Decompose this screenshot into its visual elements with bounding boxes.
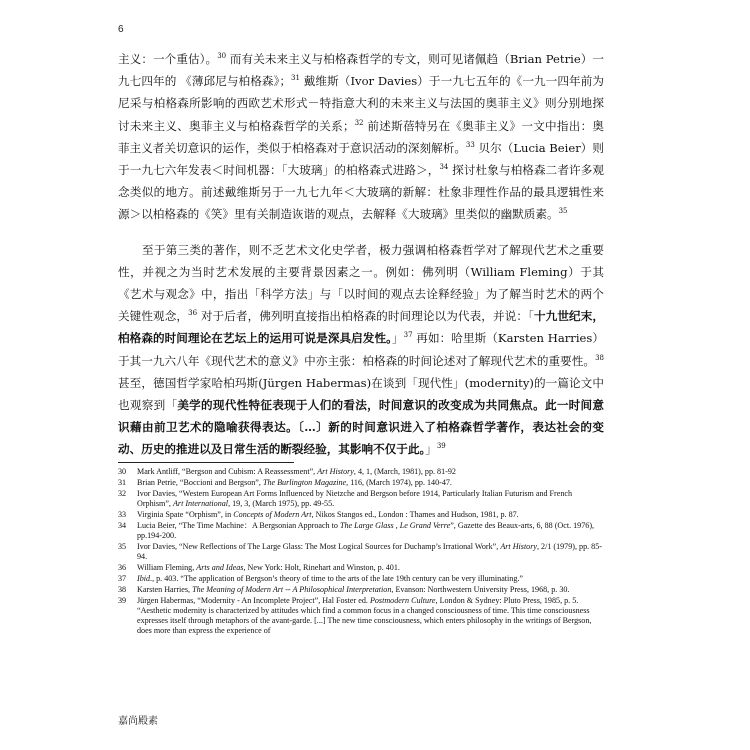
footnote-number: 35 bbox=[118, 542, 127, 551]
footnote-text: , Nikos Stangos ed., London : Thames and Hudson, 1981, p. 87. bbox=[311, 510, 519, 519]
footnote-text: , New York: Holt, Rinehart and Winston, p. 401. bbox=[243, 563, 400, 572]
footnote-text: Ivor Davies, “New Reflections of The Large Glass: The Most Logical Sources for Duchamp’s Irrational Work”, bbox=[137, 542, 501, 551]
footnote-text: Jürgen Habermas, “Modernity - An Incomplete Project”, Hal Foster ed. bbox=[137, 596, 370, 605]
footnote bbox=[118, 510, 604, 520]
footnote-number: 38 bbox=[118, 585, 127, 594]
footnote-text: , London & Sydney: Pluto Press, 1985, p. 5. “Aesthetic modernity is characterized by attitudes which find a common focus in a changed consciousness of time. This time consciousness expresses itself through metaphors of the avant-garde. [...] The new time consciousness, which enters philosophy in the writings of Bergson, does more than express the experience of bbox=[137, 596, 592, 635]
footnote-text: , 116, (March 1974), pp. 140-47. bbox=[346, 478, 452, 487]
footnote bbox=[118, 585, 604, 595]
footnote-number: 37 bbox=[118, 574, 127, 583]
footnote bbox=[118, 542, 604, 562]
footnote bbox=[118, 478, 604, 488]
footnote-italic: The Burlington Magazine bbox=[262, 478, 347, 487]
text-run: 戴维斯（Ivor Davies）于一九七五年的《一九一四年前为尼采与柏格森所影响的西欧艺术形式－特指意大利的未来主义与法国的奥菲主义》则分别地探讨未来主义、奥菲主义与柏格森哲学的关系； bbox=[118, 74, 604, 133]
footnote-ref[interactable]: 36 bbox=[188, 309, 198, 318]
footnote-ref[interactable]: 35 bbox=[558, 207, 568, 216]
footnote-ref[interactable]: 33 bbox=[465, 140, 475, 149]
footnote-number: 39 bbox=[118, 596, 127, 605]
footnote-text: Brian Petrie, “Boccioni and Bergson”, bbox=[137, 478, 263, 487]
bold-quote: 美学的现代性特征表现于人们的看法，时间意识的改变成为共同焦点。此一时间意识藉由前卫艺术的隐喻获得表达。〔…〕新的时间意识进入了柏格森哲学著作，表达社会的变动、历史的推进以及日常生活的断裂经验，其影响不仅于此。 bbox=[118, 398, 604, 457]
footnote-text: , 4, 1, (March, 1981), pp. 81-92 bbox=[353, 467, 456, 476]
footnote-text: Ivor Davies, “Western European Art Forms Influenced by Nietzche and Bergson before 1914, Particularly Italian Futurism and French Orphism”, bbox=[137, 489, 573, 508]
footnote-number: 34 bbox=[118, 521, 127, 530]
footnote bbox=[118, 596, 604, 636]
footnote-number: 33 bbox=[118, 510, 127, 519]
bottom-stamp: 嘉尚殿素 bbox=[118, 716, 158, 727]
bold-quote: 十九世纪末，柏格森的时间理论在艺坛上的运用可说是深具启发性。 bbox=[118, 309, 604, 346]
paragraph-1 bbox=[118, 48, 604, 226]
footnote-ref[interactable]: 39 bbox=[436, 442, 446, 451]
footnote-ref[interactable]: 34 bbox=[439, 163, 449, 172]
footnote-ref[interactable]: 32 bbox=[354, 118, 364, 127]
footnote-text: Virginia Spate “Orphism”, in bbox=[137, 510, 234, 519]
footnote-ref[interactable]: 30 bbox=[217, 52, 227, 61]
body-text bbox=[118, 48, 604, 461]
footnote-italic: Art History bbox=[317, 467, 354, 476]
footnote-italic: Arts and Ideas bbox=[196, 563, 244, 572]
footnote-italic: The Meaning of Modern Art -- A Philosophical Interpretation bbox=[192, 585, 392, 594]
footnote-text: ”, Gazette des Beaux-arts, 6, 88 (Oct. 1976), pp.194-200. bbox=[137, 521, 595, 540]
footnote-number: 31 bbox=[118, 478, 127, 487]
footnote bbox=[118, 489, 604, 509]
text-run: 」 bbox=[391, 331, 404, 346]
footnote-ref[interactable]: 31 bbox=[291, 74, 300, 83]
footnote-separator bbox=[118, 462, 294, 463]
footnote-text: Mark Antliff, “Bergson and Cubism: A Reassessment”, bbox=[137, 467, 318, 476]
footnote-italic: Art History bbox=[500, 542, 537, 551]
text-run: 前述斯蓓特另在《奥菲主义》一文中指出：奥菲主义者关切意识的运作，类似于柏格森对于意识活动的深刻解析。 bbox=[118, 118, 604, 155]
text-run: 主义：一个重估）。 bbox=[118, 52, 218, 66]
footnote-number: 30 bbox=[118, 467, 127, 476]
footnote-italic: Concepts of Modern Art bbox=[233, 510, 312, 519]
footnote-italic: The Large Glass , Le Grand Verre bbox=[339, 521, 451, 530]
footnote-text: Lucia Beier, “The Time Machine：A Bergsonian Approach to bbox=[137, 521, 340, 530]
footnote-italic: Art International bbox=[172, 499, 229, 508]
footnote-italic: Ibid bbox=[137, 574, 151, 583]
footnote-ref[interactable]: 38 bbox=[595, 353, 604, 362]
footnote-number: 32 bbox=[118, 489, 127, 498]
page-number: 6 bbox=[118, 24, 124, 35]
footnote-text: William Fleming, bbox=[137, 563, 197, 572]
footnote-text: , 19, 3, (March 1975), pp. 49-55. bbox=[228, 499, 335, 508]
text-run: 而有关未来主义与柏格森哲学的专文，则可见诸佩趋（Brian Petrie）一九七四年的 《薄邱尼与柏格森》； bbox=[118, 52, 605, 89]
footnote bbox=[118, 574, 604, 584]
footnote bbox=[118, 563, 604, 573]
footnote-text: ., p. 403. “The application of Bergson’s theory of time to the arts of the late 19th century can be very illuminating.” bbox=[150, 574, 524, 583]
footnote-ref[interactable]: 37 bbox=[403, 331, 413, 340]
text-run: 贝尔（Lucia Beier）则于一九七六年发表＜时间机器：「大玻璃」的柏格森式进路＞， bbox=[118, 140, 604, 178]
text-run: 再如：哈里斯（Karsten Harries）于其一九六八年《现代艺术的意义》中亦主张：柏格森的时间论述对了解现代艺术的重要性。 bbox=[118, 331, 604, 368]
footnotes bbox=[118, 467, 604, 637]
text-run: 至于第三类的著作，则不乏艺术文化史学者，极力强调柏格森哲学对了解现代艺术之重要性，并视之为当时艺术发展的主要背景因素之一。例如：佛列明（William Fleming）于其《艺术与观念》中，指出「科学方法」与「以时间的观点去诠释经验」为了解当时艺术的两个关键性观念， bbox=[118, 242, 604, 324]
footnote-text: , Evanson: Northwestern University Press, 1968, p. 30. bbox=[391, 585, 570, 594]
footnote-italic: Postmodern Culture bbox=[369, 596, 436, 605]
footnote bbox=[118, 521, 604, 541]
footnote-number: 36 bbox=[118, 563, 127, 572]
footnote bbox=[118, 467, 604, 477]
text-run: 探讨杜象与柏格森二者许多观念类似的地方。前述戴维斯另于一九七九年＜大玻璃的新解：杜象非理性作品的最具逻辑性来源＞以柏格森的《笑》里有关制造诙谐的观点，去解释《大玻璃》里类似的幽默质素。 bbox=[118, 163, 604, 222]
text-run: 甚至，德国哲学家哈柏玛斯(Jürgen Habermas)在谈到「现代性」(modernity)的一篇论文中也观察到「 bbox=[118, 375, 604, 413]
text-run: 」 bbox=[425, 442, 437, 457]
footnote-text: Karsten Harries, bbox=[137, 585, 193, 594]
paragraph-2 bbox=[118, 239, 604, 461]
footnote-text: , 2/1 (1979), pp. 85-94. bbox=[137, 542, 602, 561]
text-run: 对于后者，佛列明直接指出柏格森的时间理论以为代表，并说：「 bbox=[197, 309, 534, 324]
